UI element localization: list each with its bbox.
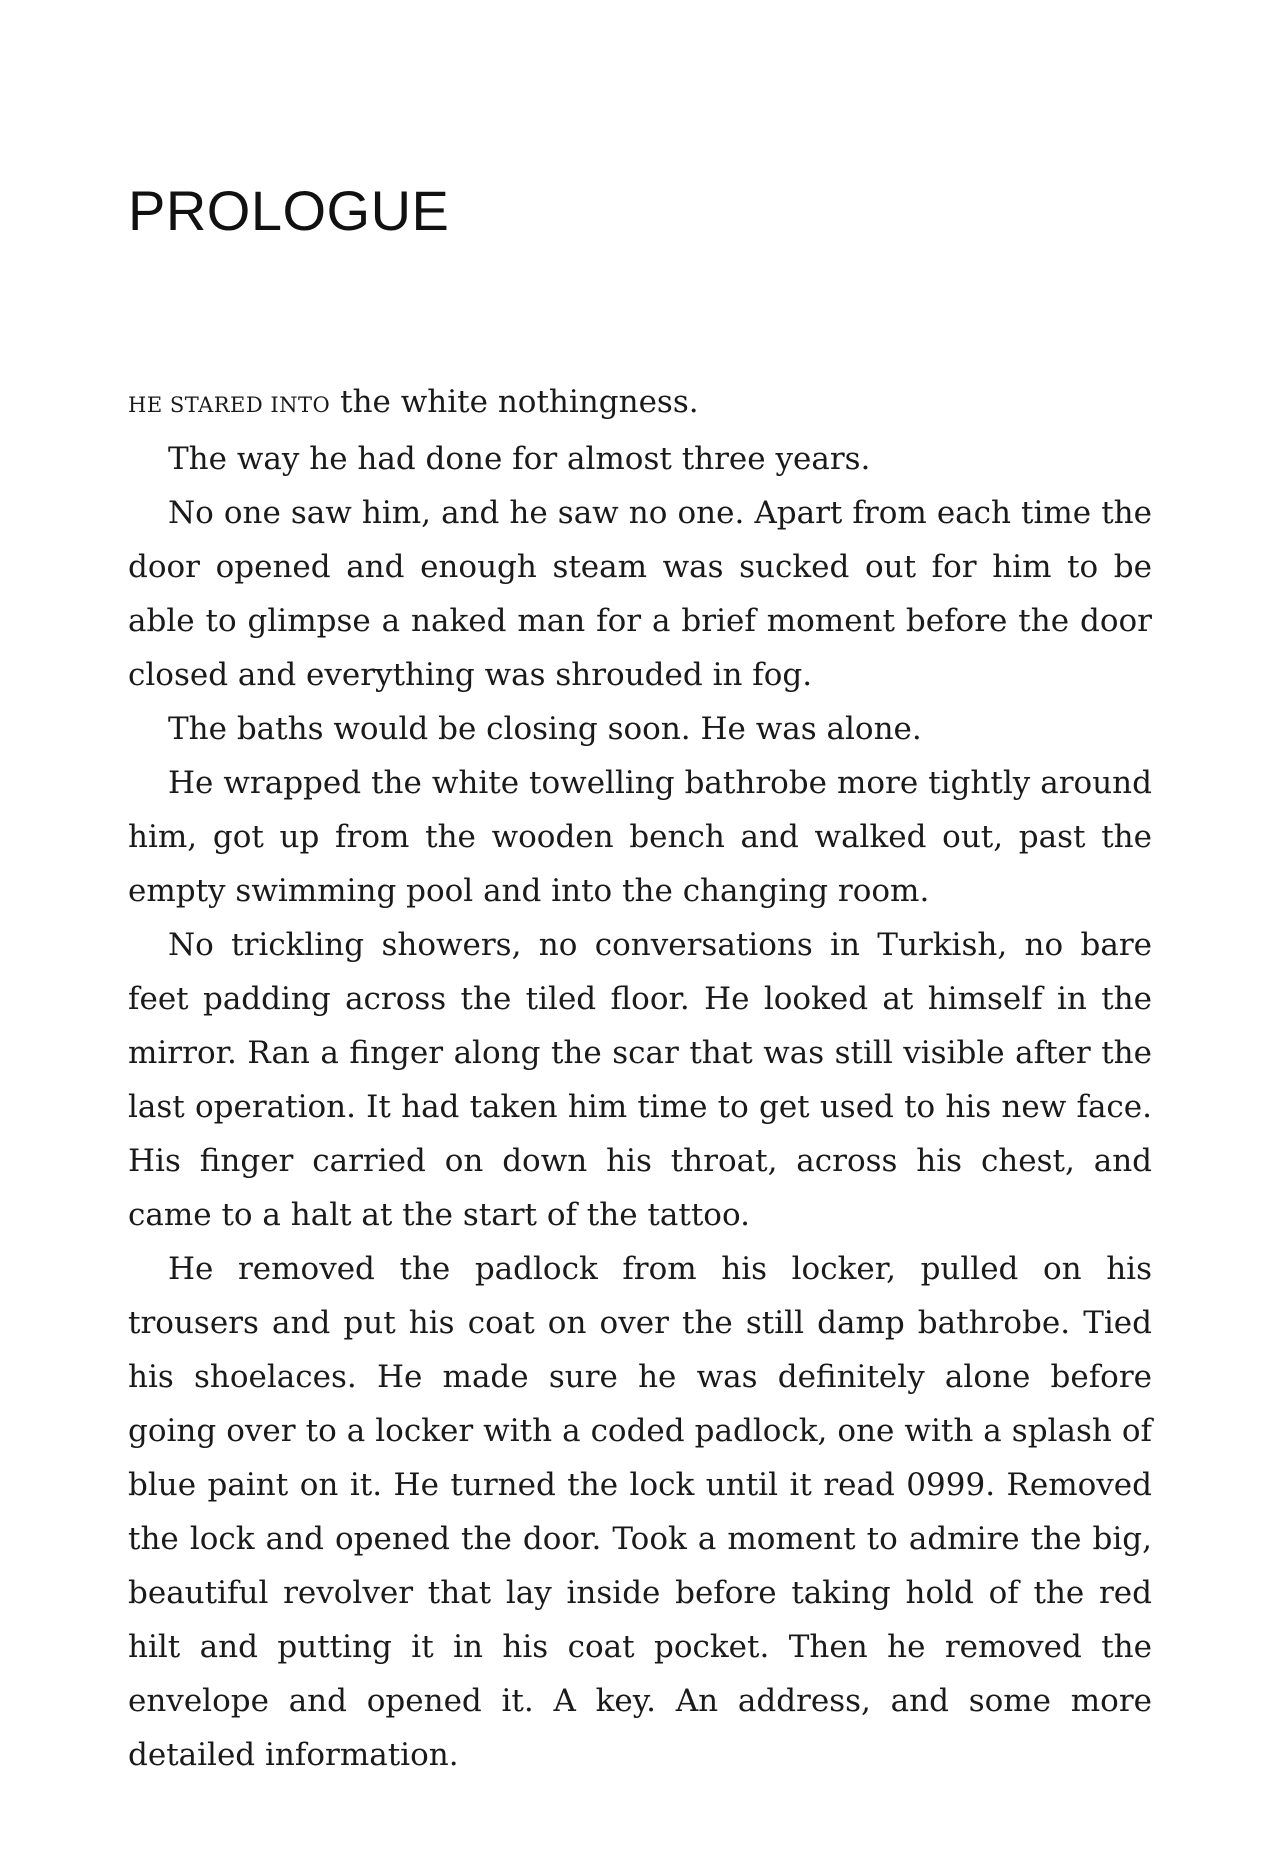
paragraph — [128, 756, 1152, 918]
paragraph-text: He removed the padlock from his locker, pulled on his trousers and put his coat on over the still damp bathrobe. Tied his shoelaces. He made sure he was definitely alone before going over to a locker with a coded padlock, one with a splash of blue paint on it. He turned the lock until it read 0999. Removed the lock and opened the door. Took a moment to admire the big, beautiful revolver that lay inside before taking hold of the red hilt and putting it in his coat pocket. Then he removed the envelope and opened it. A key. An address, and some more detailed information. — [128, 1251, 1152, 1773]
paragraph — [128, 918, 1152, 1242]
paragraph-text: No trickling showers, no conversations in Turkish, no bare feet padding across the tiled floor. He looked at himself in the mirror. Ran a finger along the scar that was still visible after the last operation. It had taken him time to get used to his new face. His finger carried on down his throat, across his chest, and came to a halt at the start of the tattoo. — [128, 927, 1152, 1233]
paragraph-text: No one saw him, and he saw no one. Apart from each time the door opened and enough steam was sucked out for him to be able to glimpse a naked man for a brief moment before the door closed and everything was shrouded in fog. — [128, 495, 1152, 693]
lead-in-smallcaps: HE STARED INTO — [128, 393, 331, 417]
paragraph-text: He wrapped the white towelling bathrobe more tightly around him, got up from the wooden bench and walked out, past the empty swimming pool and into the changing room. — [128, 765, 1152, 909]
paragraph — [128, 1242, 1152, 1782]
paragraph-text: the white nothingness. — [330, 384, 699, 420]
chapter-body — [128, 375, 1152, 1782]
paragraph-text: The baths would be closing soon. He was alone. — [168, 711, 922, 747]
paragraph — [128, 375, 1152, 432]
chapter-title: PROLOGUE — [128, 179, 450, 242]
paragraph-text: The way he had done for almost three years. — [168, 441, 871, 477]
paragraph — [128, 702, 1152, 756]
paragraph — [128, 486, 1152, 702]
paragraph — [128, 432, 1152, 486]
